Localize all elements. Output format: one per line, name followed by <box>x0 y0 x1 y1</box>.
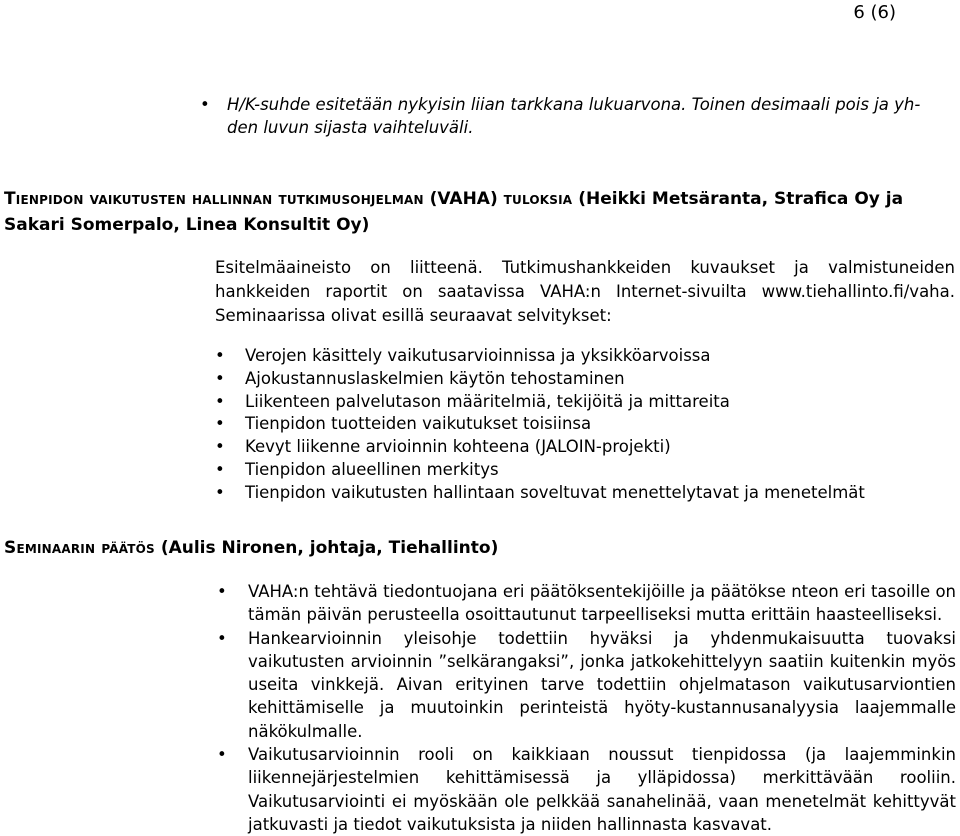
list-item: • Vaikutusarvioinnin rooli on kaikkiaan noussut tienpidossa (ja laajemminkin liikennejärjestelmien kehittämisessä ja ylläpidossa) merkittävään rooliin. Vaikutusarviointi ei myöskään ole pelkkää sanahelinää, vaan menetelmät kehittyvät jatkuvasti ja tiedot vaikutuksista ja niiden hallinnasta kasvavat. <box>248 743 956 836</box>
list-item: • Tienpidon tuotteiden vaikutukset toisiinsa <box>245 413 865 436</box>
list-item: • Ajokustannuslaskelmien käytön tehostaminen <box>245 368 865 391</box>
decision-list <box>248 580 956 836</box>
intro-list <box>220 93 955 139</box>
page-number: 6 (6) <box>853 2 896 23</box>
seminar-heading-rest: (Aulis Nironen, johtaja, Tiehallinto) <box>154 538 499 558</box>
seminar-heading-caps: Seminaarin päätös <box>4 538 155 558</box>
list-item: • Tienpidon vaikutusten hallintaan soveltuvat menettelytavat ja menetelmät <box>245 482 865 505</box>
vaha-heading-authors: (Heikki Metsäranta, Strafica Oy ja Sakari Somerpalo, Linea Konsultit Oy) <box>4 189 904 235</box>
intro-line-2: den luvun sijasta vaihteluväli. <box>227 118 474 137</box>
vaha-paragraph: Esitelmäaineisto on liitteenä. Tutkimushankkeiden kuvaukset ja valmistuneiden hankkeiden raportit on saatavissa VAHA:n Internet-sivuilta www.tiehallinto.fi/vaha. Seminaarissa olivat esillä seuraavat selvitykset: <box>215 258 955 325</box>
vaha-heading-caps: Tienpidon vaikutusten hallinnan tutkimusohjelman <box>4 189 424 209</box>
vaha-section-heading <box>4 186 956 238</box>
list-item: • Tienpidon alueellinen merkitys <box>245 459 865 482</box>
list-item: • Verojen käsittely vaikutusarvioinnissa ja yksikköarvoissa <box>245 345 865 368</box>
list-item: • Kevyt liikenne arvioinnin kohteena (JALOIN-projekti) <box>245 436 865 459</box>
list-item: • Hankearvioinnin yleisohje todettiin hyväksi ja yhdenmukaisuutta tuovaksi vaikutusten arvioinnin ”selkärangaksi”, jonka jatkokehittelyyn saatiin kuitenkin myös useita vinkkejä. Aivan erityinen tarve todettiin ohjelmatason vaikutusarviontien kehittämiselle ja muutoinkin perinteistä hyöty-kustannusanalyysia laajemmalle näkökulmalle. <box>248 627 956 743</box>
intro-line-1: • H/K-suhde esitetään nykyisin liian tarkkana lukuarvona. Toinen desimaali pois ja yh- <box>227 95 921 114</box>
vaha-heading-caps-2: tuloksia <box>503 189 573 209</box>
intro-list-item <box>220 93 955 139</box>
seminar-section-heading <box>4 535 956 561</box>
list-item: • VAHA:n tehtävä tiedontuojana eri päätöksentekijöille ja päätökse nteon eri tasoille on tämän päivän perusteella osoittautunut tarpeelliseksi mutta erittäin haasteelliseksi. <box>248 580 956 627</box>
topic-list <box>245 345 865 505</box>
vaha-heading-acronym: (VAHA) <box>423 189 504 209</box>
list-item: • Liikenteen palvelutason määritelmiä, tekijöitä ja mittareita <box>245 391 865 414</box>
